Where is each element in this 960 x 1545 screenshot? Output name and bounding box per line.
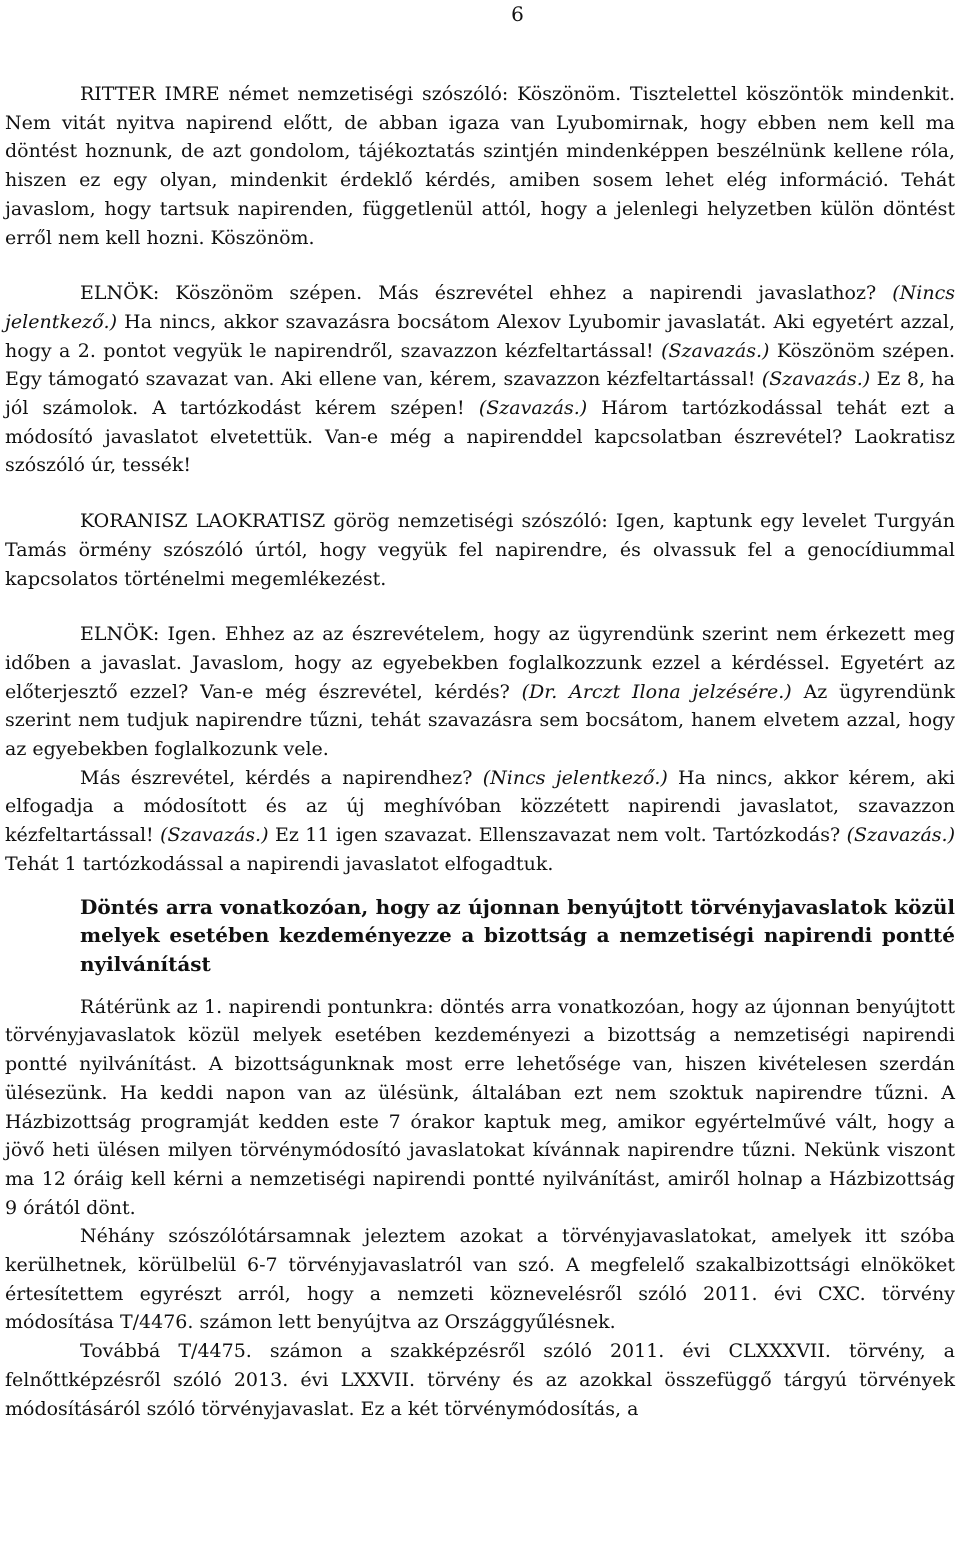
paragraph-spacer [5,879,955,893]
stage-direction: (Szavazás.) [761,368,871,391]
paragraph-further-bills: Továbbá T/4475. számon a szakképzésről szóló 2011. évi CLXXXVII. törvény, a felnőttképzésről szóló 2013. évi LXXVII. törvény és az azokkal összefüggő tárgyú törvények módosításáról szóló törvényjavaslat. Ez a két törvénymódosítás, a [5,1340,955,1420]
paragraph-spacer [5,979,955,993]
speech-text: Ez 11 igen szavazat. Ellenszavazat nem volt. Tartózkodás? [268,824,847,847]
paragraph-spacer [5,252,955,279]
paragraph-spacer [5,480,955,507]
document-body [5,80,955,1423]
speech-text: ELNÖK: Köszönöm szépen. Más észrevétel ehhez a napirendi javaslathoz? [80,282,893,305]
speech-text: RITTER IMRE német nemzetiségi szószóló: Köszönöm. Tisztelettel köszöntök mindenkit. Nem vitát nyitva napirend előtt, de abban igaza van Lyubomirnak, hogy ebben nem kell ma döntést hoznunk, de azt gondolom, tájékoztatás szintjén mindenképpen beszélnünk kellene róla, hiszen ez egy olyan, mindenkit érdeklő kérdés, amiben sosem lehet elég információ. Tehát javaslom, hogy tartsuk napirenden, függetlenül attól, hogy a jelenlegi helyzetben külön döntést erről nem kell hozni. Köszönöm. [5,83,955,249]
stage-direction: (Szavazás.) [846,824,955,847]
speech-text: Más észrevétel, kérdés a napirendhez? [80,766,483,789]
speech-text: ELNÖK: Igen. Ehhez az az észrevételem, hogy az ügyrendünk szerint nem érkezett meg időben a javaslat. Javaslom, hogy az egyebekben foglalkozzunk ezzel a kérdéssel. Egyetért az előterjesztő ezzel? Van-e még észrevétel, kérdés? [5,623,955,703]
page-number: 6 [511,2,524,26]
paragraph-chair-vote [5,279,955,480]
stage-direction: (Szavazás.) [661,339,770,362]
paragraph-koranisz-statement [5,507,955,593]
stage-direction: (Szavazás.) [160,824,269,847]
stage-direction: (Nincs jelentkező.) [5,282,955,333]
section-heading: Döntés arra vonatkozóan, hogy az újonnan benyújtott törvényjavaslatok közül melyek esetében kezdeményezze a bizottság a nemzetiségi napirendi pontté nyilvánítást [80,894,955,976]
paragraph-agenda-adopted [5,764,955,879]
paragraph-chair-response [5,620,955,764]
paragraph-spacer [5,593,955,620]
paragraph-ritter-statement [5,80,955,252]
paragraph-bills-notice: Néhány szószólótársamnak jeleztem azokat a törvényjavaslatokat, amelyek itt szóba kerülhetnek, körülbelül 6-7 törvényjavaslatról van szó. A megfelelő szakalbizottsági elnököket értesítettem egyrészt arról, hogy a nemzeti köznevelésről szóló 2011. évi CXC. törvény módosítása T/4476. számon lett benyújtva az Országgyűlésnek. [5,1225,955,1334]
speech-text: Ez 8, ha jól számolok. A tartózkodást kérem szépen! [5,368,955,420]
speech-text: Tehát 1 tartózkodással a napirendi javaslatot elfogadtuk. [5,852,554,875]
speech-text: Köszönöm szépen. Egy támogató szavazat van. Aki ellene van, kérem, szavazzon kézfeltartással! [5,339,955,391]
paragraph-agenda-item-1: Rátérünk az 1. napirendi pontunkra: döntés arra vonatkozóan, hogy az újonnan benyújtott törvényjavaslatok közül melyek esetében kezdeményezi a bizottság a nemzetiségi napirendi pontté nyilvánítást. A bizottságunknak most erre lehetősége van, hiszen kivételesen szerdán ülésezünk. Ha keddi napon van az ülésünk, általában ezt nem szoktuk napirendre tűzni. A Házbizottság programját kedden este 7 órakor kaptuk meg, amikor egyértelművé vált, hogy a jövő heti ülésen milyen törvénymódosító javaslatokat kívánnak napirendre tűzni. Nekünk viszont ma 12 óráig kell kérni a nemzetiségi napirendi pontté nyilvánítást, amiről holnap a Házbizottság 9 órától dönt. [5,995,955,1219]
speech-text: Három tartózkodással tehát ezt a módosító javaslatot elvetettük. Van-e még a napirenddel kapcsolatban észrevétel? Laokratisz szószóló úr, tessék! [5,397,955,477]
speech-text: Ha nincs, akkor szavazásra bocsátom Alexov Lyubomir javaslatát. Aki egyetért azzal, hogy a 2. pontot vegyük le napirendről, szavazzon kézfeltartással! [5,310,955,362]
stage-direction: (Nincs jelentkező.) [482,766,668,789]
speech-text: Ha nincs, akkor kérem, aki elfogadja a módosított és az új meghívóban közzétett napirendi javaslatot, szavazzon kézfeltartással! [5,766,955,847]
speech-text: KORANISZ LAOKRATISZ görög nemzetiségi szószóló: Igen, kaptunk egy levelet Turgyán Tamás örmény szószóló úrtól, hogy vegyük fel napirendre, és olvassuk fel a genocídiummal kapcsolatos történelmi megemlékezést. [5,510,955,590]
speech-text: Az ügyrendünk szerint nem tudjuk napirendre tűzni, tehát szavazásra sem bocsátom, hanem elvetem azzal, hogy az egyebekben foglalkozunk vele. [5,680,955,761]
stage-direction: (Szavazás.) [478,397,588,420]
stage-direction: (Dr. Arczt Ilona jelzésére.) [521,680,792,703]
